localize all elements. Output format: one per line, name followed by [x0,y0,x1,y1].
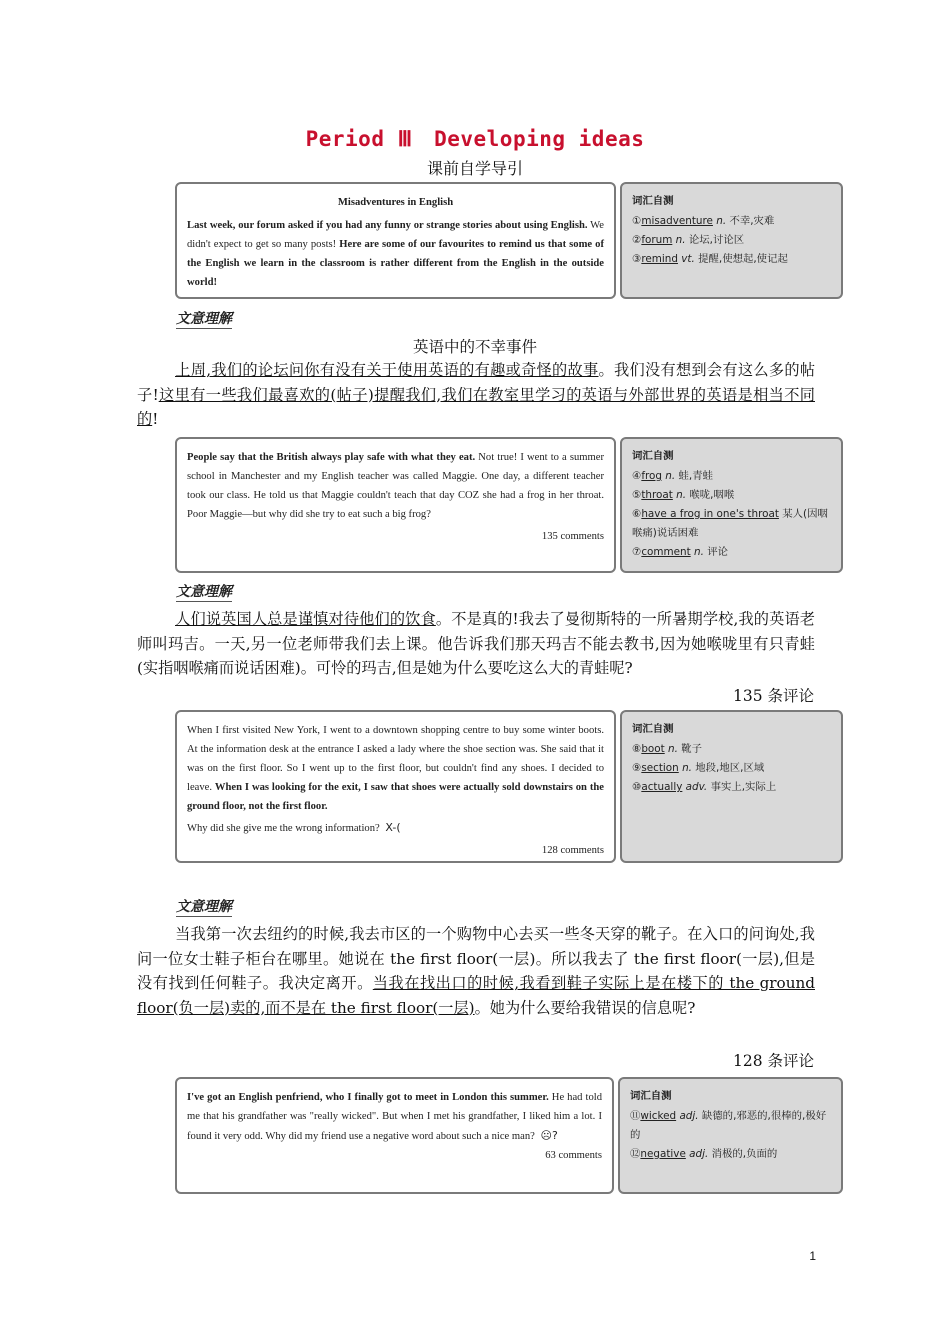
vocab-item: ⑧boot n. 靴子 [632,743,703,755]
vocab-item: ③remind vt. 提醒,使想起,使记起 [632,253,788,265]
section-label: 文意理解 [176,899,232,915]
vocab-box-2 [620,437,843,573]
post-box-2 [175,437,616,573]
post-text-end: Why did she give me the wrong information? X-( [187,818,604,838]
vocab-item: ⑤throat n. 喉咙,咽喉 [632,489,735,501]
vocab-heading: 词汇自测 [630,1090,672,1102]
post-text: When I first visited New York, I went to a downtown shopping centre to buy some winter boots. At the information desk at the entrance I asked a lady where the shoe section was. She said that it was on the first floor. So I went up to the first floor, but couldn't find any shoes. I decided to leave. When I was looking for the exit, I saw that shoes were actually sold downstairs on the ground floor, not the first floor. [187,725,604,812]
vocab-heading: 词汇自测 [632,723,674,735]
post-text: People say that the British always play safe with what they eat. Not true! I went to a summer school in Manchester and my English teacher was called Maggie. One day, a different teacher took our class. He told us that Maggie couldn't teach that day COZ she had a frog in her throat. Poor Maggie—but why did she try to eat such a big frog? [187,452,604,520]
vocab-item: ④frog n. 蛙,青蛙 [632,470,713,482]
vocab-item: ⑥have a frog in one's throat 某人(因咽喉痛)说话困难 [632,508,828,539]
page-subtitle: 课前自学导引 [426,159,523,178]
post-heading: Misadventures in English [337,197,454,208]
comment-count: 63 comments [545,1150,602,1161]
translation-title: 英语中的不幸事件 [412,338,537,356]
comment-count-cn: 128 条评论 [732,1052,814,1070]
post-text: Last week, our forum asked if you had any funny or strange stories about using English. We didn't expect to get so many posts! Here are some of our favourites to remind us that some of the English we learn in the classroom is rather different from the English in the outside world! [187,220,605,288]
vocab-item: ⑪wicked adj. 缺德的,邪恶的,很棒的,极好的 [630,1110,827,1141]
angry-emoticon: X-( [385,821,401,834]
vocab-box-3 [620,710,843,863]
post-box-3 [175,710,616,863]
section-label: 文意理解 [176,584,232,600]
vocab-box-4 [618,1077,843,1194]
vocab-heading: 词汇自测 [632,195,674,207]
confused-face-icon: ☹? [540,1129,558,1142]
vocab-box-1 [620,182,843,299]
translation-paragraph-1: 上周,我们的论坛问你有没有关于使用英语的有趣或奇怪的故事。我们没有想到会有这么多的帖子!这里有一些我们最喜欢的(帖子)提醒我们,我们在教室里学习的英语与外部世界的英语是相当不同的! [137,361,816,428]
vocab-heading: 词汇自测 [632,450,674,462]
post-box-1 [175,182,616,299]
vocab-item: ②forum n. 论坛,讨论区 [632,234,745,246]
comment-count: 128 comments [541,845,604,856]
post-box-4 [175,1077,614,1194]
comment-count: 135 comments [541,531,604,542]
vocab-item: ⑦comment n. 评论 [632,546,728,558]
translation-paragraph-2: 人们说英国人总是谨慎对待他们的饮食。不是真的!我去了曼彻斯特的一所暑期学校,我的英语老师叫玛吉。一天,另一位老师带我们去上课。他告诉我们那天玛吉不能去教书,因为她喉咙里有只青蛙(实指咽喉痛而说话困难)。可怜的玛吉,但是她为什么要吃这么大的青蛙呢? [137,610,815,677]
page-title: Period Ⅲ Developing ideas [305,127,645,151]
comment-count-cn: 135 条评论 [732,687,814,705]
page-number: 1 [809,1249,816,1263]
vocab-item: ①misadventure n. 不幸,灾难 [632,215,775,227]
post-text: I've got an English penfriend, who I finally got to meet in London this summer. He had told me that his grandfather was "really wicked". But when I met his grandfather, I liked him a lot. I found it very odd. Why did my friend use a negative word about such a nice man? ☹? 63 comments [187,1088,602,1146]
vocab-item: ⑨section n. 地段,地区,区域 [632,762,765,774]
vocab-item: ⑫negative adj. 消极的,负面的 [630,1148,778,1160]
section-label: 文意理解 [176,311,232,327]
translation-paragraph-3: 当我第一次去纽约的时候,我去市区的一个购物中心去买一些冬天穿的靴子。在入口的问询处,我问一位女士鞋子柜台在哪里。她说在 the first floor(一层)。所以我去了 the first floor(一层),但是没有找到任何鞋子。我决定离开。当我在找出口的时候,我看到鞋子实际上是在楼下的 the ground floor(负一层)卖的,而不是在 the first floor(一层)。她为什么要给我错误的信息呢? [137,925,815,1017]
vocab-item: ⑩actually adv. 事实上,实际上 [632,781,777,793]
